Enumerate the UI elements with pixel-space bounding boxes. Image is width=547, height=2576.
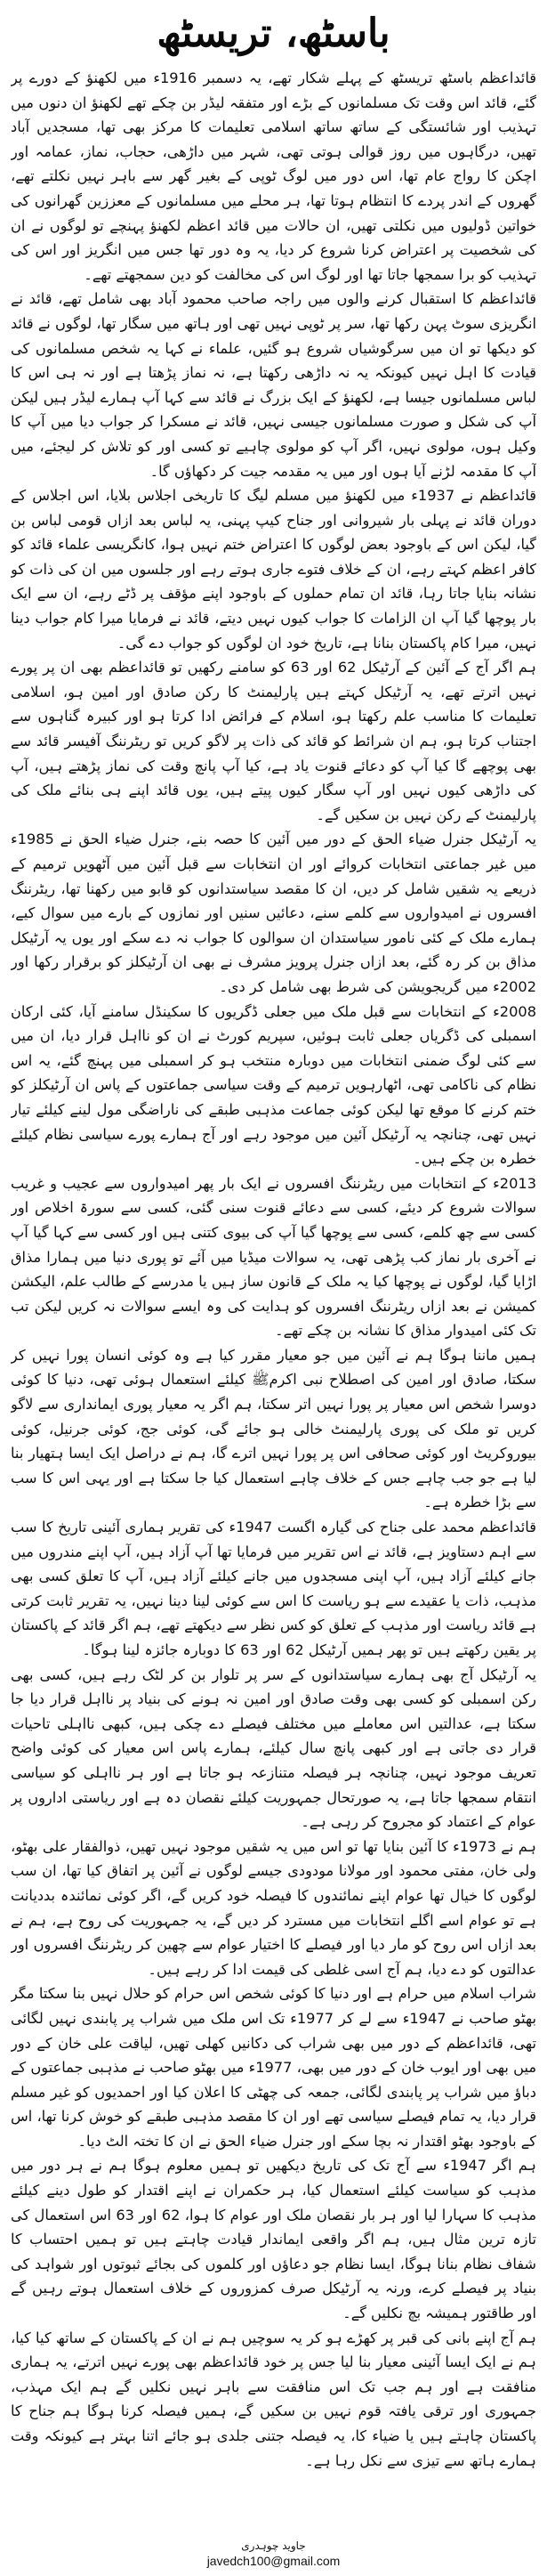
paragraph: یہ آرٹیکل جنرل ضیاء الحق کے دور میں آئین کا حصہ بنے، جنرل ضیاء الحق نے 1985ء میں غیر جماعتی انتخابات کروائے اور ان انتخابات سے قبل آئین میں آٹھویں ترمیم کے ذریعے یہ شقیں شامل کر دیں، ان کا مقصد سیاستدانوں کو قابو میں رکھنا تھا، ریٹرننگ افسروں نے امیدواروں سے کلمے سنے، دعائیں سنیں اور نمازوں کے بارے میں سوال کیے، ہمارے ملک کے کئی نامور سیاستدان ان سوالوں کا جواب نہ دے سکے اور یوں یہ آرٹیکل مذاق بن کر رہ گئے، بعد ازاں جنرل پرویز مشرف نے بھی ان آرٹیکلز کو برقرار رکھا اور 2002ء میں گریجویشن کی شرط بھی شامل کر دی۔: [11, 830, 536, 995]
author-footer: [0, 2531, 547, 2576]
paragraph: یہ آرٹیکل آج بھی ہمارے سیاستدانوں کے سر پر تلوار بن کر لٹک رہے ہیں، کسی بھی رکن اسمبلی کو کسی بھی وقت صادق اور امین نہ ہونے کی بنیاد پر نااہل قرار دیا جا سکتا ہے، عدالتیں اس معاملے میں مختلف فیصلے دے چکی ہیں، کبھی نااہلی تاحیات قرار دی جاتی ہے اور کبھی پانچ سال کیلئے، ہمارے پاس اس معیار کی کوئی واضح تعریف موجود نہیں، چنانچہ ہر فیصلہ متنازعہ ہو جاتا ہے اور ہر نااہلی کو سیاسی انتقام سمجھا جاتا ہے، یہ صورتحال جمہوریت کیلئے نقصان دہ ہے اور ریاستی اداروں پر عوام کے اعتماد کو مجروح کر رہی ہے۔: [11, 1665, 536, 1831]
paragraph: ہم اگر 1947ء سے آج تک کی تاریخ دیکھیں تو ہمیں معلوم ہوگا ہم نے ہر دور میں مذہب کو سیاست کیلئے استعمال کیا، ہر حکمران نے اپنے اقتدار کو طول دینے کیلئے مذہب کا سہارا لیا اور ہر بار نقصان ملک اور عوام کا ہوا، 62 اور 63 اس استعمال کی تازہ ترین مثال ہیں، ہم اگر واقعی ایماندار قیادت چاہتے ہیں تو ہمیں احتساب کا شفاف نظام بنانا ہوگا، ایسا نظام جو دعاؤں اور کلموں کی بجائے ثبوتوں اور شواہد کی بنیاد پر فیصلے کرے، ورنہ یہ آرٹیکل صرف کمزوروں کے خلاف استعمال ہوتے رہیں گے اور طاقتور ہمیشہ بچ نکلیں گے۔: [11, 2157, 536, 2322]
paragraph: ہم نے 1973ء کا آئین بنایا تھا تو اس میں یہ شقیں موجود نہیں تھیں، ذوالفقار علی بھٹو، ولی خان، مفتی محمود اور مولانا مودودی جیسے لوگوں نے آئین پر اتفاق کیا تھا، ان سب لوگوں کا خیال تھا عوام اپنے نمائندوں کا فیصلہ خود کریں گے، اگر کوئی نمائندہ بددیانت ہے تو عوام اسے اگلے انتخابات میں مسترد کر دیں گے، یہ جمہوریت کی روح ہے، ہم نے بعد ازاں اس روح کو مار دیا اور فیصلے کا اختیار عوام سے چھین کر ریٹرننگ افسروں اور عدالتوں کو دے دیا، ہم آج اسی غلطی کی قیمت ادا کر رہے ہیں۔: [11, 1837, 536, 1978]
paragraph: ہمیں ماننا ہوگا ہم نے آئین میں جو معیار مقرر کیا ہے وہ کوئی انسان پورا نہیں کر سکتا، صادق اور امین کی اصطلاح نبی اکرمﷺ کیلئے استعمال ہوئی تھی، دنیا کا کوئی دوسرا شخص اس معیار پر پورا نہیں اتر سکتا، ہم اگر یہ معیار پوری ایمانداری سے لاگو کریں تو ملک کی پوری پارلیمنٹ خالی ہو جائے گی، کوئی جج، کوئی جرنیل، کوئی بیوروکریٹ اور کوئی صحافی اس پر پورا نہیں اترے گا، ہم نے دراصل ایک ایسا ہتھیار بنا لیا ہے جو جب چاہے جس کے خلاف چاہے استعمال کیا جا سکتا ہے اور یہی اس کا سب سے بڑا خطرہ ہے۔: [11, 1346, 536, 1511]
article-body: [11, 66, 536, 2531]
author-email[interactable]: javedch100@gmail.com: [206, 2554, 341, 2568]
paragraph: قائداعظم نے 1937ء میں لکھنؤ میں مسلم لیگ کا تاریخی اجلاس بلایا، اس اجلاس کے دوران قائد نے پہلی بار شیروانی اور جناح کیپ پہنی، یہ لباس بعد ازاں قومی لباس بن گیا، لیکن اس کے باوجود بعض لوگوں کا اعتراض ختم نہیں ہوا، کانگریسی علماء قائد کو کافر اعظم کہتے رہے، ان کے خلاف فتوے جاری ہوتے رہے اور جلسوں میں ان کی ذات کو نشانہ بنایا جاتا رہا، قائد ان تمام حملوں کے باوجود اپنے مؤقف پر ڈٹے رہے، ان سے ایک بار پوچھا گیا آپ ان الزامات کا جواب کیوں نہیں دیتے، قائد نے فرمایا میرا کام جواب دینا نہیں، میرا کام پاکستان بنانا ہے، تاریخ خود ان لوگوں کو جواب دے گی۔: [11, 487, 536, 652]
paragraph: شراب اسلام میں حرام ہے اور دنیا کا کوئی شخص اس حرام کو حلال نہیں بنا سکتا مگر بھٹو صاحب نے 1947ء سے لے کر 1977ء تک اس ملک میں شراب پر پابندی نہیں لگائی تھی، قائداعظم کے دور میں بھی شراب کی دکانیں کھلی تھیں، لیاقت علی خان کے دور میں بھی اور ایوب خان کے دور میں بھی، 1977ء میں بھٹو صاحب نے مذہبی جماعتوں کے دباؤ میں شراب پر پابندی لگائی، جمعہ کی چھٹی کا اعلان کیا اور احمدیوں کو غیر مسلم قرار دیا، یہ تمام فیصلے سیاسی تھے اور ان کا مقصد مذہبی طبقے کو خوش کرنا تھا، اس کے باوجود بھٹو اقتدار نہ بچا سکے اور جنرل ضیاء الحق نے ان کا تختہ الٹ دیا۔: [11, 1985, 536, 2150]
paragraph: ہم اگر آج کے آئین کے آرٹیکل 62 اور 63 کو سامنے رکھیں تو قائداعظم بھی ان پر پورے نہیں اترتے تھے، یہ آرٹیکل کہتے ہیں پارلیمنٹ کا رکن صادق اور امین ہو، اسلامی تعلیمات کا مناسب علم رکھتا ہو، اسلام کے فرائض ادا کرتا ہو اور کبیرہ گناہوں سے اجتناب کرتا ہو، ہم ان شرائط کو قائد کی ذات پر لاگو کریں تو ریٹرننگ آفیسر قائد سے بھی پوچھے گا کیا آپ کو دعائے قنوت یاد ہے، کیا آپ پانچ وقت کی نماز پڑھتے ہیں، آپ کی داڑھی کیوں نہیں اور آپ سگار کیوں پیتے ہیں، یوں قائد اپنے ہی بنائے ملک کی پارلیمنٹ کے رکن نہیں بن سکیں گے۔: [11, 659, 536, 823]
paragraph: ہم آج اپنے بانی کی قبر پر کھڑے ہو کر یہ سوچیں ہم نے ان کے پاکستان کے ساتھ کیا کیا، ہم نے ایک ایسا آئینی معیار بنا لیا جس پر خود قائداعظم بھی پورے نہیں اترتے، یہ ہماری منافقت ہے اور ہم جب تک اس منافقت سے باہر نہیں نکلیں گے ہم ایک مہذب، جمہوری اور ترقی یافتہ قوم نہیں بن سکیں گے، ہمیں فیصلہ کرنا ہوگا ہم جناح کا پاکستان چاہتے ہیں یا ضیاء کا، یہ فیصلہ جتنی جلدی ہو جائے اتنا بہتر ہے کیونکہ وقت ہمارے ہاتھ سے تیزی سے نکل رہا ہے۔: [11, 2329, 536, 2469]
paragraph: قائداعظم کا استقبال کرنے والوں میں راجہ صاحب محمود آباد بھی شامل تھے، قائد نے انگریزی سوٹ پہن رکھا تھا، سر پر ٹوپی نہیں تھی اور ہاتھ میں سگار تھا، لوگوں نے قائد کو دیکھا تو ان میں سرگوشیاں شروع ہو گئیں، علماء نے کہا یہ شخص مسلمانوں کی قیادت کا اہل نہیں کیونکہ یہ نہ داڑھی رکھتا ہے، نہ نماز پڑھتا ہے اور نہ ہی اس کا لباس مسلمانوں جیسا ہے، لکھنؤ کے ایک بزرگ نے قائد سے کہا آپ ہمارے لیڈر ہیں لیکن آپ کی شکل و صورت مسلمانوں جیسی نہیں، قائد نے مسکرا کر جواب دیا میں آپ کا وکیل ہوں، مولوی نہیں، اگر آپ کو مولوی چاہیے تو کسی اور کو تلاش کر لیجئے، میں آپ کا مقدمہ لڑنے آیا ہوں اور میں یہ مقدمہ جیت کر دکھاؤں گا۔: [11, 290, 536, 480]
author-name: جاوید چوہدری: [241, 2540, 306, 2552]
column-headline: باسٹھ، تریسٹھ: [157, 10, 390, 56]
paragraph: قائداعظم باسٹھ تریسٹھ کے پہلے شکار تھے، یہ دسمبر 1916ء میں لکھنؤ کے دورے پر گئے، قائد اس وقت تک مسلمانوں کے بڑے اور متفقہ لیڈر بن چکے تھے لکھنؤ ان دنوں میں تہذیب اور شائستگی کے ساتھ ساتھ اسلامی تعلیمات کا مرکز بھی تھا، مسجدیں آباد تھیں، درگاہوں میں روز قوالی ہوتی تھی، شہر میں داڑھی، حجاب، نماز، عمامہ اور اچکن کا رواج عام تھا، اس دور میں لوگ ٹوپی کے بغیر گھر سے باہر نہیں نکلتے تھے، گھروں کے اندر پردے کا انتظام ہوتا تھا، ہر محلے میں مسلمانوں کے معززین گھرانوں کی خواتین ڈولیوں میں نکلتی تھیں، ان حالات میں قائد اعظم لکھنؤ پہنچے تو لوگوں نے ان کی شخصیت پر اعتراض کرنا شروع کر دیا، یہ وہ دور تھا جس میں انگریز اور اس کی تہذیب کو برا سمجھا جاتا تھا اور لوگ اس کی مخالفت کو دین سمجھتے تھے۔: [11, 69, 536, 283]
paragraph: 2008ء کے انتخابات سے قبل ملک میں جعلی ڈگریوں کا سکینڈل سامنے آیا، کئی ارکان اسمبلی کی ڈگریاں جعلی ثابت ہوئیں، سپریم کورٹ نے ان کو نااہل قرار دیا، ان میں سے کئی لوگ ضمنی انتخابات میں دوبارہ منتخب ہو کر اسمبلی میں پہنچ گئے، یہ اس نظام کی ناکامی تھی، اٹھارہویں ترمیم کے وقت سیاسی جماعتوں کے پاس ان آرٹیکلز کو ختم کرنے کا موقع تھا لیکن کوئی جماعت مذہبی طبقے کی ناراضگی مول لینے کیلئے تیار نہیں تھی، چنانچہ یہ آرٹیکل آئین میں موجود رہے اور آج ہمارے پورے سیاسی نظام کیلئے خطرہ بن چکے ہیں۔: [11, 1002, 536, 1168]
paragraph: 2013ء کے انتخابات میں ریٹرننگ افسروں نے ایک بار پھر امیدواروں سے عجیب و غریب سوالات شروع کر دیئے، کسی سے دعائے قنوت سنی گئی، کسی سے سورۃ اخلاص اور کسی سے چھ کلمے، کسی سے پوچھا گیا آپ کی بیوی کتنی ہیں اور کسی سے کہا گیا آپ نے آخری بار نماز کب پڑھی تھی، یہ سوالات میڈیا میں آئے تو پوری دنیا میں ہمارا مذاق اڑایا گیا، لوگوں نے پوچھا کیا یہ ملک کے قانون ساز ہیں یا مدرسے کے طالب علم، الیکشن کمیشن نے بعد ازاں ریٹرننگ افسروں کو ہدایت کی وہ ایسے سوالات نہ کریں لیکن تب تک کئی امیدوار مذاق کا نشانہ بن چکے تھے۔: [11, 1174, 536, 1340]
paragraph: قائداعظم محمد علی جناح کی گیارہ اگست 1947ء کی تقریر ہماری آئینی تاریخ کا سب سے اہم دستاویز ہے، قائد نے اس تقریر میں فرمایا تھا آپ آزاد ہیں، آپ اپنے مندروں میں جانے کیلئے آزاد ہیں، آپ اپنی مسجدوں میں جانے کیلئے آزاد ہیں، آپ کا تعلق کسی بھی مذہب، ذات یا عقیدے سے ہو ریاست کا اس سے کوئی لینا دینا نہیں، یہ تقریر ثابت کرتی ہے قائد ریاست اور مذہب کے تعلق کو کس نظر سے دیکھتے تھے، ہم اگر قائد کے پاکستان پر یقین رکھتے ہیں تو پھر ہمیں آرٹیکل 62 اور 63 کا دوبارہ جائزہ لینا ہوگا۔: [11, 1519, 536, 1658]
